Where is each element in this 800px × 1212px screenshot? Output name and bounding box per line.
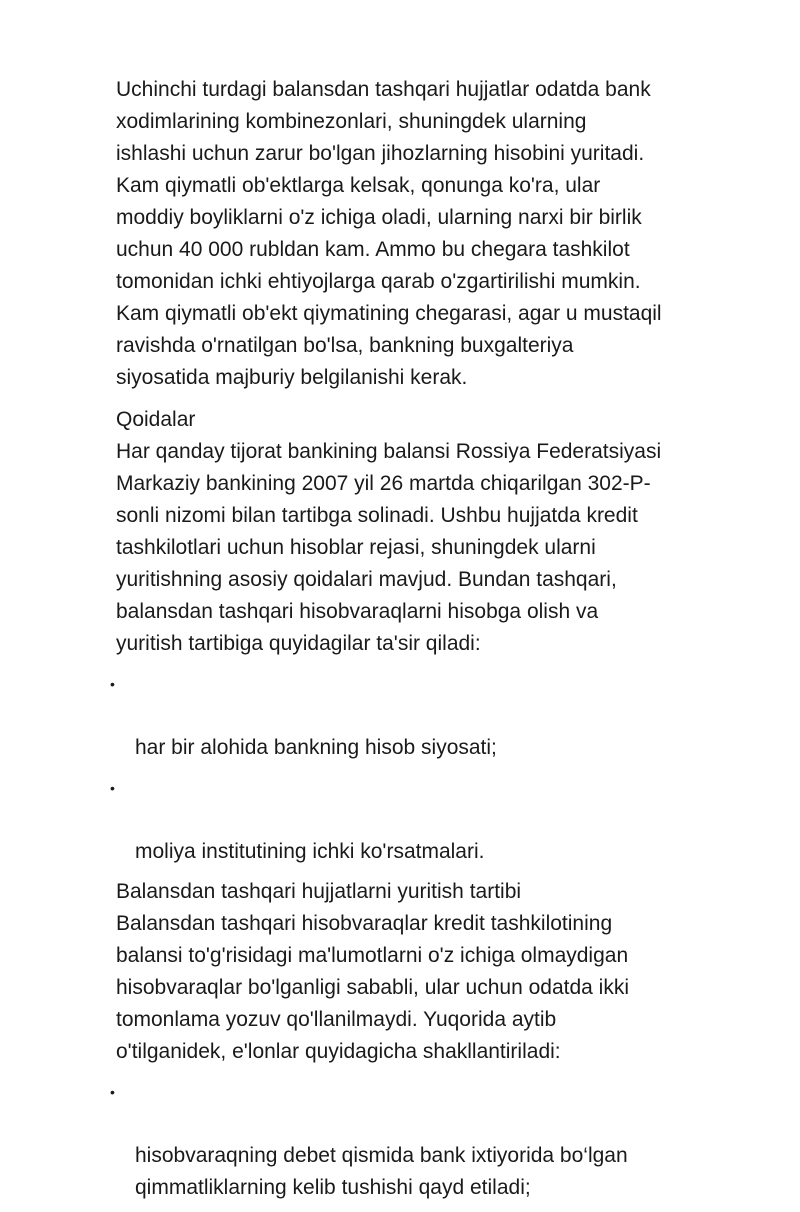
heading-procedure: Balansdan tashqari hujjatlarni yuritish tartibi xyxy=(116,880,522,903)
bullet-icon: • xyxy=(110,676,115,692)
list-item-text: moliya institutining ichki ko'rsatmalari. xyxy=(135,840,485,863)
bullet-list-entries xyxy=(110,1076,756,1204)
list-item xyxy=(110,1076,756,1204)
list-item-text: hisobvaraqning debet qismida bank ixtiyorida bo‘lgan qimmatliklarning kelib tushishi qayd etiladi; xyxy=(135,1144,628,1199)
paragraph-off-balance-accounts: Balansdan tashqari hisobvaraqlar kredit tashkilotining balansi to'g'risidagi ma'lumotlarni o'z ichiga olmaydigan hisobvaraqlar bo'lganligi sababli, ular uchun odatda ikki tomonlama yozuv qo'llanilmaydi. Yuqorida aytib o'tilganidek, e'lonlar quyidagicha shakllantiriladi: xyxy=(116,912,630,1063)
list-item-text: har bir alohida bankning hisob siyosati; xyxy=(135,736,497,759)
document-page xyxy=(110,74,756,1212)
bullet-list-factors xyxy=(110,668,756,868)
list-item xyxy=(110,668,756,764)
paragraph-regulation: Har qanday tijorat bankining balansi Rossiya Federatsiyasi Markaziy bankining 2007 yil 26 martda chiqarilgan 302-P- sonli nizomi bilan tartibga solinadi. Ushbu hujjatda kredit tashkilotlari uchun hisoblar rejasi, shuningdek ularni yuritishning asosiy qoidalari mavjud. Bundan tashqari, balansdan tashqari hisobvaraqlarni hisobga olish va yuritish tartibiga quyidagilar ta'sir qiladi: xyxy=(116,440,662,655)
bullet-icon: • xyxy=(110,780,115,796)
heading-rules: Qoidalar xyxy=(116,408,196,431)
list-item xyxy=(110,772,756,868)
bullet-icon: • xyxy=(110,1084,115,1100)
spacer xyxy=(116,394,756,404)
paragraph-low-value-items: Uchinchi turdagi balansdan tashqari hujjatlar odatda bank xodimlarining kombinezonlari, shuningdek ularning ishlashi uchun zarur bo'lgan jihozlarning hisobini yuritadi. Kam qiymatli ob'ektlarga kelsak, qonunga ko'ra, ular moddiy boyliklarni o'z ichiga oladi, ularning narxi bir birlik uchun 40 000 rubldan kam. Ammo bu chegara tashkilot tomonidan ichki ehtiyojlarga qarab o'zgartirilishi mumkin. Kam qiymatli ob'ekt qiymatining chegarasi, agar u mustaqil ravishda o'rnatilgan bo'lsa, bankning buxgalteriya siyosatida majburiy belgilanishi kerak. xyxy=(116,78,662,389)
